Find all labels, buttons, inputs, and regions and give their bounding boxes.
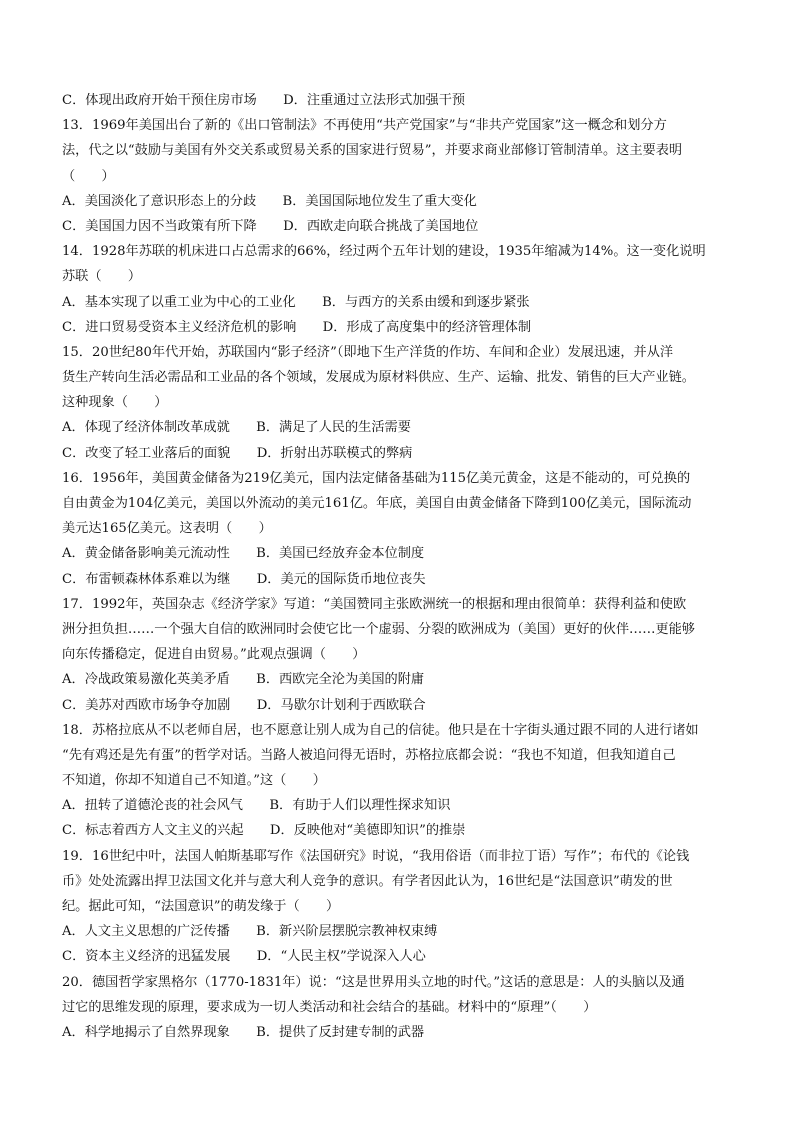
q14-stem-line1: 14．1928年苏联的机床进口占总需求的66%，经过两个五年计划的建设，1935年缩减为14%。这一变化说明: [62, 244, 706, 260]
q15-stem-line3: 这种现象（ ）: [62, 395, 168, 411]
q18-stem-line2: “先有鸡还是先有蛋”的哲学对话。当路人被追问得无语时，苏格拉底都会说：“我也不知道，但我知道自己: [62, 747, 676, 763]
q13-stem-line2: 法，代之以“鼓励与美国有外交关系或贸易关系的国家进行贸易”，并要求商业部修订管制清单。这主要表明: [62, 143, 683, 159]
q18-stem-line1: 18．苏格拉底从不以老师自居，也不愿意让别人成为自己的信徒。他只是在十字街头通过跟不同的人进行诸如: [62, 722, 699, 738]
q14-options-ab: A．基本实现了以重工业为中心的工业化 B．与西方的关系由缓和到逐步紧张: [62, 294, 530, 310]
q19-options-ab: A．人文主义思想的广泛传播 B．新兴阶层摆脱宗教神权束缚: [62, 924, 438, 940]
q16-stem-line1: 16．1956年，美国黄金储备为219亿美元，国内法定储备基础为115亿美元黄金，这是不能动的，可兑换的: [62, 470, 691, 486]
q13-stem-line1: 13．1969年美国出台了新的《出口管制法》不再使用“共产党国家”与“非共产党国家”这一概念和划分方: [62, 118, 667, 134]
q17-stem-line2: 洲分担负担……一个强大自信的欧洲同时会使它比一个虚弱、分裂的欧洲成为（美国）更好的伙伴……更能够: [62, 621, 695, 637]
q13-stem-line3: （ ）: [62, 168, 115, 184]
q15-options-cd: C．改变了轻工业落后的面貌 D．折射出苏联模式的弊病: [62, 445, 413, 461]
q15-stem-line1: 15．20世纪80年代开始，苏联国内“影子经济”（即地下生产洋货的作坊、车间和企业）发展迅速，并从洋: [62, 344, 674, 360]
q20-stem-line1: 20．德国哲学家黑格尔（1770-1831年）说：“这是世界用头立地的时代。”这话的意思是：人的头脑以及通: [62, 974, 685, 990]
q14-options-cd: C．进口贸易受资本主义经济危机的影响 D．形成了高度集中的经济管理体制: [62, 319, 532, 335]
q13-options-ab: A．美国淡化了意识形态上的分歧 B．美国国际地位发生了重大变化: [62, 193, 477, 209]
q19-options-cd: C．资本主义经济的迅猛发展 D．“人民主权”学说深入人心: [62, 949, 426, 965]
q16-stem-line3: 美元达165亿美元。这表明（ ）: [62, 521, 272, 537]
q19-stem-line1: 19．16世纪中叶，法国人帕斯基耶写作《法国研究》时说，“我用俗语（而非拉丁语）写作”；布代的《论钱: [62, 848, 690, 864]
q18-options-cd: C．标志着西方人文主义的兴起 D．反映他对“美德即知识”的推崇: [62, 823, 466, 839]
q16-stem-line2: 自由黄金为104亿美元，美国以外流动的美元161亿。年底，美国自由黄金储备下降到100亿美元，国际流动: [62, 496, 692, 511]
q17-options-ab: A．冷战政策易激化英美矛盾 B．西欧完全沦为美国的附庸: [62, 672, 425, 688]
q18-options-ab: A．扭转了道德沦丧的社会风气 B．有助于人们以理性探求知识: [62, 798, 451, 814]
q15-options-ab: A．体现了经济体制改革成就 B．满足了人民的生活需要: [62, 420, 411, 436]
q19-stem-line2: 币》处处流露出捍卫法国文化并与意大利人竞争的意识。有学者因此认为，16世纪是“法国意识”萌发的世: [62, 873, 673, 889]
q12-options-cd: C．体现出政府开始干预住房市场 D．注重通过立法形式加强干预: [62, 93, 466, 108]
q13-options-cd: C．美国国力因不当政策有所下降 D．西欧走向联合挑战了美国地位: [62, 218, 479, 234]
q16-options-cd: C．布雷顿森林体系难以为继 D．美元的国际货币地位丧失: [62, 571, 426, 587]
q18-stem-line3: 不知道，你却不知道自己不知道。”这（ ）: [62, 773, 326, 789]
q16-options-ab: A．黄金储备影响美元流动性 B．美国已经放弃金本位制度: [62, 546, 425, 562]
exam-content: [62, 88, 738, 1045]
q15-stem-line2: 货生产转向生活必需品和工业品的各个领域，发展成为原材料供应、生产、运输、批发、销售的巨大产业链。: [62, 370, 695, 386]
q14-stem-line2: 苏联（ ）: [62, 269, 142, 285]
q17-options-cd: C．美苏对西欧市场争夺加剧 D．马歇尔计划利于西欧联合: [62, 697, 426, 713]
q20-stem-line2: 过它的思维发现的原理，要求成为一切人类活动和社会结合的基础。材料中的“原理”（ ）: [62, 999, 597, 1015]
q17-stem-line1: 17．1992年，英国杂志《经济学家》写道：“美国赞同主张欧洲统一的根据和理由很简单：获得利益和使欧: [62, 596, 687, 612]
q19-stem-line3: 纪。据此可知，“法国意识”的萌发缘于（ ）: [62, 899, 340, 914]
q20-options-ab: A．科学地揭示了自然界现象 B．提供了反封建专制的武器: [62, 1024, 425, 1040]
q17-stem-line3: 向东传播稳定，促进自由贸易。”此观点强调（ ）: [62, 647, 366, 663]
